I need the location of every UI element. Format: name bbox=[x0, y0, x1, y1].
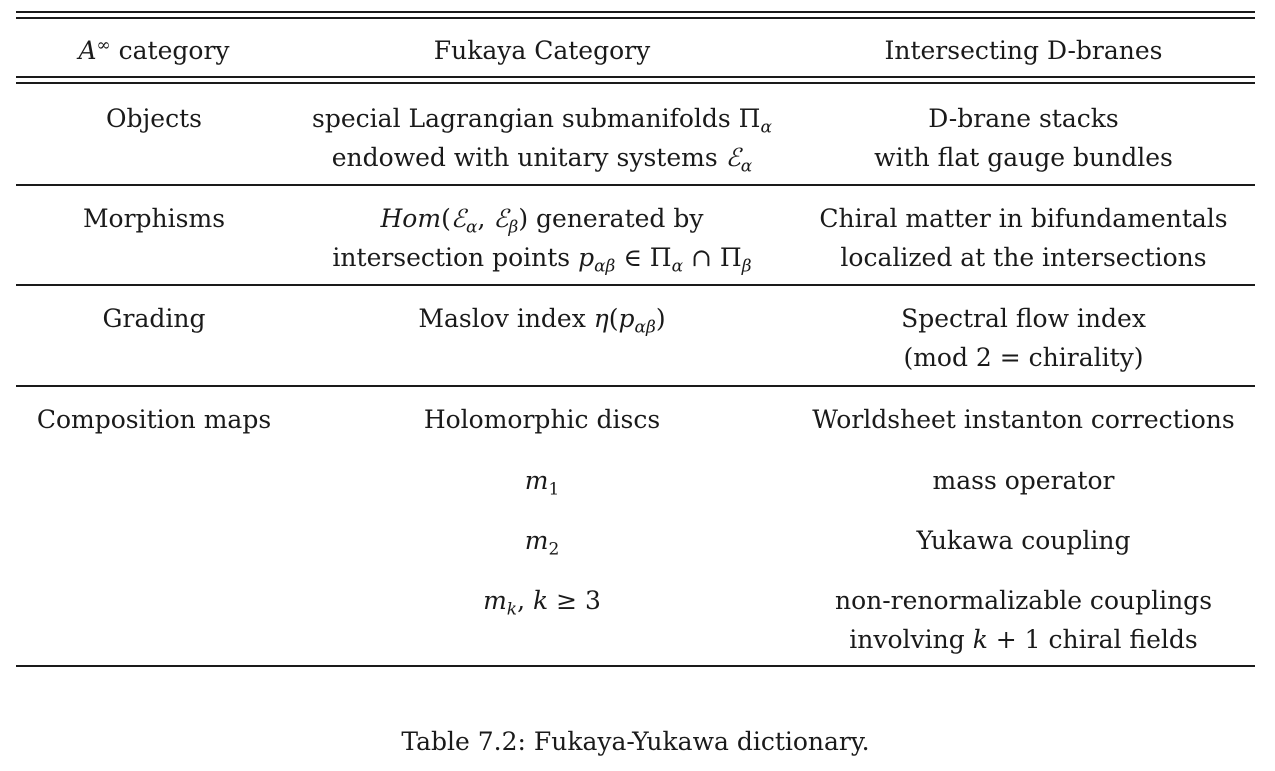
grading-fukaya-cell: Maslov index $\eta(p_{\alpha\beta})$ bbox=[418, 304, 666, 338]
composition-dbranes-instantons: Worldsheet instanton corrections bbox=[812, 405, 1235, 434]
row-label-grading: Grading bbox=[102, 304, 206, 333]
composition-fukaya-m2: $m_2$ bbox=[524, 526, 560, 560]
row-rule-grading bbox=[16, 385, 1255, 387]
objects-fukaya-cell: special Lagrangian submanifolds $\Pi_\alpha$ endowed with unitary systems ℰ$_\alpha$ bbox=[312, 104, 772, 177]
table-top-rule-inner bbox=[16, 17, 1255, 19]
morphisms-fukaya-cell: Hom(ℰ$_\alpha$, ℰ$_\beta$) generated by intersection points $p_{\alpha\beta}$ ∈ $\Pi_\alpha$ ∩ $\Pi_\beta$ bbox=[332, 204, 752, 277]
composition-fukaya-discs: Holomorphic discs bbox=[423, 405, 661, 434]
header-fukaya-category: Fukaya Category bbox=[433, 36, 651, 65]
objects-dbranes-cell: D-brane stacks with flat gauge bundles bbox=[874, 104, 1173, 172]
composition-dbranes-nonrenormalizable: non-renormalizable couplings involving k + 1 chiral fields bbox=[834, 586, 1213, 654]
composition-fukaya-mk: $m_k$, k ≥ 3 bbox=[483, 586, 601, 620]
composition-dbranes-mass-operator: mass operator bbox=[932, 466, 1115, 495]
table-top-rule bbox=[16, 11, 1255, 13]
table-caption: Table 7.2: Fukaya-Yukawa dictionary. bbox=[401, 727, 870, 756]
row-rule-objects bbox=[16, 184, 1255, 186]
row-rule-morphisms bbox=[16, 284, 1255, 286]
header-rule-inner bbox=[16, 82, 1255, 84]
row-label-morphisms: Morphisms bbox=[82, 204, 226, 233]
header-intersecting-dbranes: Intersecting D-branes bbox=[884, 36, 1163, 65]
grading-dbranes-cell: Spectral flow index (mod 2 = chirality) bbox=[901, 304, 1146, 372]
composition-dbranes-yukawa: Yukawa coupling bbox=[916, 526, 1131, 555]
header-rule bbox=[16, 76, 1255, 78]
composition-fukaya-m1: $m_1$ bbox=[524, 466, 560, 500]
morphisms-dbranes-cell: Chiral matter in bifundamentals localized at the intersections bbox=[819, 204, 1228, 272]
row-label-composition-maps: Composition maps bbox=[36, 405, 272, 434]
header-ainfinity-category: A∞ category bbox=[78, 35, 230, 65]
row-label-objects: Objects bbox=[106, 104, 202, 133]
table-bottom-rule bbox=[16, 665, 1255, 667]
